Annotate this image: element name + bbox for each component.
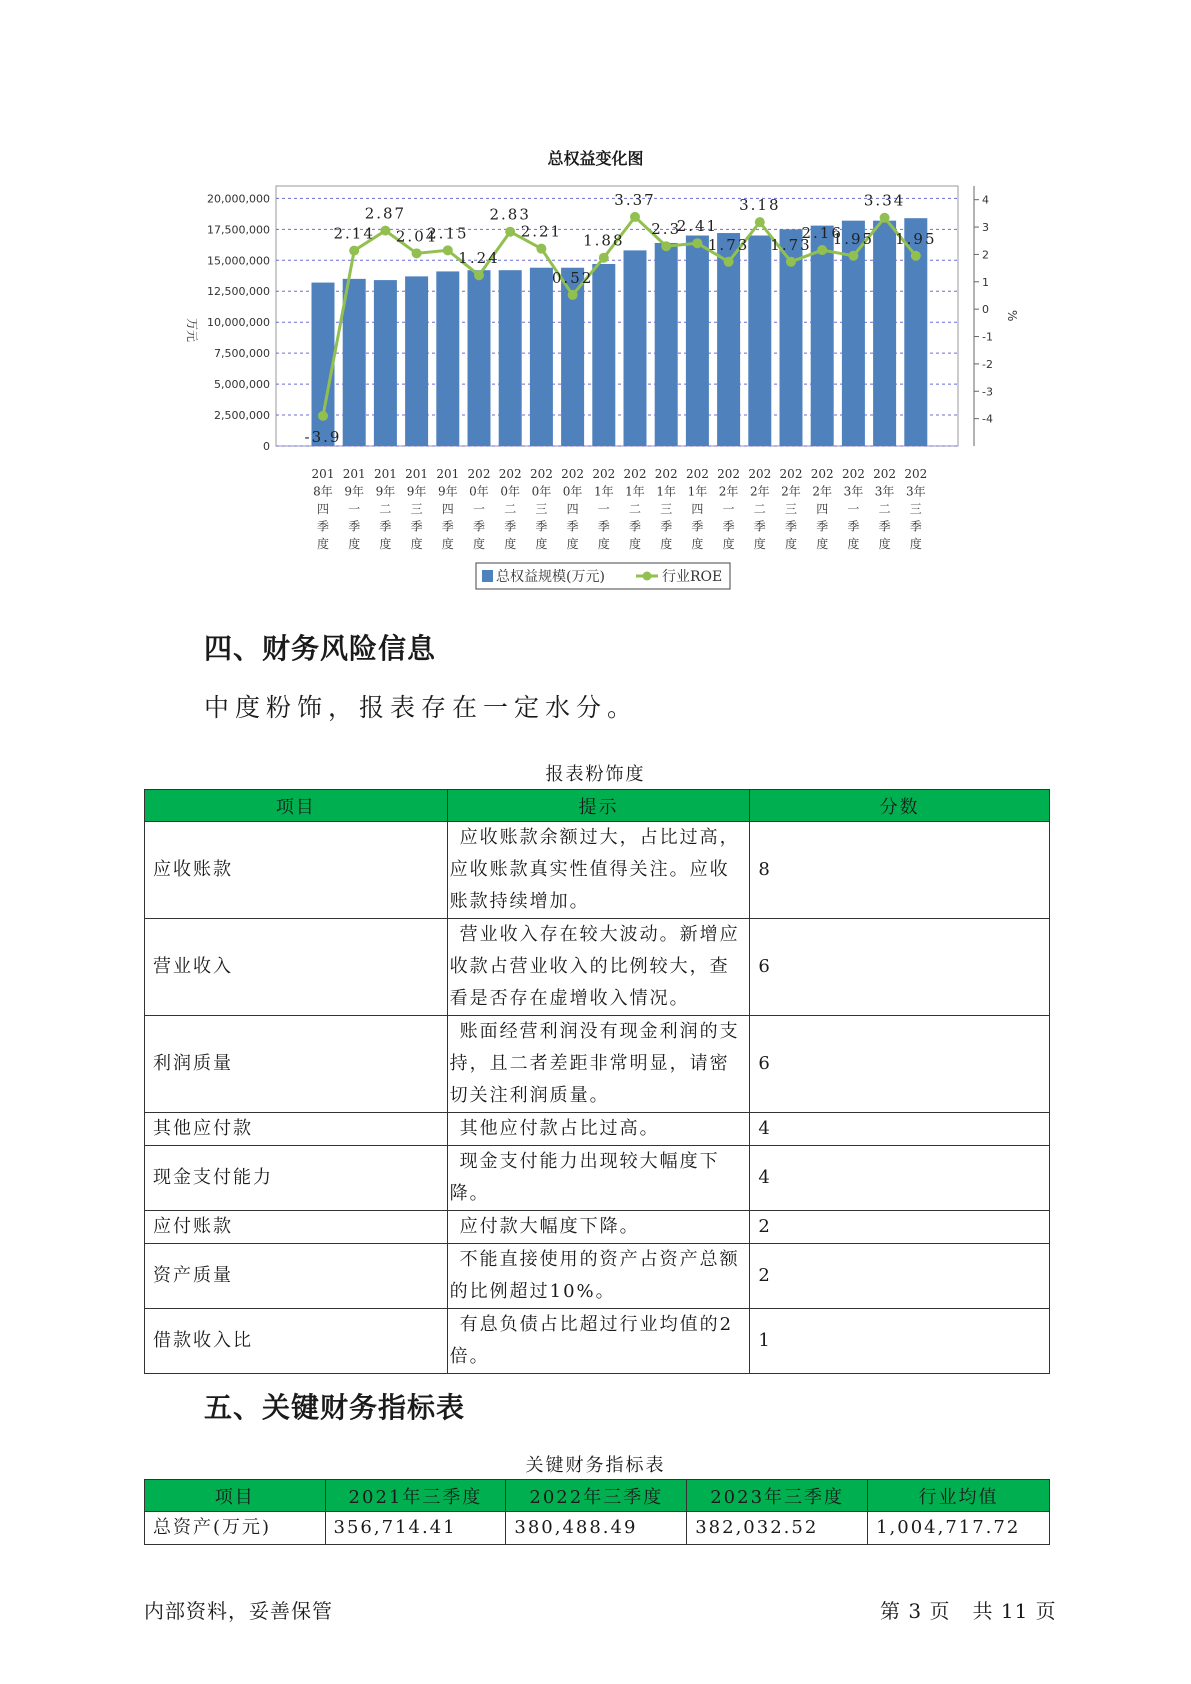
- x-tick-label: 0年: [500, 484, 521, 499]
- row-hint: 有息负债占比超过行业均值的2倍。: [447, 1309, 750, 1374]
- roe-point: [848, 251, 858, 261]
- x-tick-label: 202: [873, 467, 897, 481]
- row-score: 4: [750, 1113, 1050, 1146]
- roe-data-label: 2.83: [489, 205, 531, 224]
- x-tick-label: 季: [379, 519, 392, 534]
- x-tick-label: 二: [628, 502, 642, 516]
- row-score: 8: [750, 822, 1050, 919]
- roe-point: [630, 212, 640, 222]
- x-tick-label: 度: [628, 537, 642, 551]
- roe-data-label: 2.21: [520, 222, 563, 241]
- row-item: 资产质量: [145, 1244, 448, 1309]
- bar: [748, 236, 771, 446]
- legend-label-equity: 总权益规模(万元): [496, 569, 605, 585]
- table-row: [145, 919, 1050, 1016]
- x-tick-label: 2年: [718, 484, 739, 499]
- x-tick-label: 季: [847, 519, 860, 534]
- bar: [592, 264, 615, 446]
- table-row: [145, 1016, 1050, 1113]
- x-tick-label: 度: [566, 537, 579, 551]
- x-tick-label: 季: [722, 519, 735, 534]
- x-tick-label: 季: [316, 519, 330, 534]
- table-row: [145, 1211, 1050, 1244]
- x-tick-label: 季: [472, 519, 486, 534]
- equity-chart: [0, 0, 1191, 600]
- bar: [343, 279, 366, 446]
- x-tick-label: 二: [878, 502, 891, 516]
- roe-point: [412, 248, 422, 258]
- y-tick-label: 12,500,000: [207, 285, 270, 299]
- y-tick-label: 2,500,000: [214, 409, 270, 423]
- roe-point: [318, 411, 328, 421]
- roe-data-label: 2.14: [333, 224, 375, 243]
- roe-data-label: -3.9: [304, 427, 342, 446]
- x-tick-label: 3年: [905, 484, 926, 499]
- x-tick-label: 度: [348, 537, 361, 551]
- roe-point: [568, 290, 578, 300]
- risk-summary: 中度粉饰，报表存在一定水分。: [204, 693, 639, 722]
- x-tick-label: 202: [592, 467, 616, 481]
- bar: [686, 236, 709, 446]
- x-tick-label: 度: [691, 537, 704, 551]
- table-row: [145, 1244, 1050, 1309]
- x-tick-label: 季: [660, 519, 673, 534]
- row-value: 1,004,717.72: [868, 1512, 1050, 1545]
- x-tick-label: 202: [654, 467, 678, 481]
- roe-data-label: 2.87: [364, 204, 407, 223]
- bar: [655, 243, 678, 446]
- bar: [436, 271, 459, 446]
- row-value: 380,488.49: [506, 1512, 687, 1545]
- x-tick-label: 二: [753, 502, 766, 516]
- row-score: 2: [750, 1211, 1050, 1244]
- x-tick-label: 2年: [781, 484, 801, 499]
- y2-tick-label: 1: [982, 275, 989, 289]
- x-tick-label: 二: [504, 502, 517, 516]
- table-row: [145, 1512, 1050, 1545]
- x-tick-label: 四: [566, 502, 579, 516]
- x-tick-label: 9年: [375, 484, 396, 499]
- col-header-score: 分数: [750, 790, 1050, 822]
- row-hint: 不能直接使用的资产占资产总额的比例超过10%。: [447, 1244, 750, 1309]
- y-tick-label: 17,500,000: [207, 223, 270, 237]
- y2-tick-label: -1: [982, 330, 993, 344]
- x-tick-label: 202: [810, 467, 834, 481]
- legend-swatch-marker: [643, 572, 652, 581]
- table-row: [145, 1309, 1050, 1374]
- x-tick-label: 一: [348, 502, 361, 516]
- x-tick-label: 一: [472, 502, 486, 516]
- x-tick-label: 度: [379, 537, 392, 551]
- bar: [873, 221, 896, 446]
- row-hint: 账面经营利润没有现金利润的支持，且二者差距非常明显，请密切关注利润质量。: [447, 1016, 750, 1113]
- roe-point: [755, 217, 765, 227]
- x-tick-label: 201: [311, 467, 335, 481]
- x-tick-label: 度: [597, 537, 610, 551]
- x-tick-label: 季: [878, 519, 891, 534]
- row-hint: 营业收入存在较大波动。新增应收款占营业收入的比例较大，查看是否存在虚增收入情况。: [447, 919, 750, 1016]
- col-header-item: 项目: [145, 790, 448, 822]
- table-row: [145, 1146, 1050, 1211]
- x-tick-label: 季: [628, 519, 642, 534]
- y2-tick-label: -3: [982, 385, 993, 399]
- row-hint: 应收账款余额过大，占比过高，应收账款真实性值得关注。应收账款持续增加。: [447, 822, 750, 919]
- roe-point: [536, 244, 546, 254]
- x-tick-label: 一: [847, 502, 860, 516]
- x-tick-label: 202: [779, 467, 803, 481]
- roe-point: [724, 257, 734, 267]
- table1-caption: 报表粉饰度: [545, 764, 646, 785]
- x-tick-label: 度: [472, 537, 486, 551]
- chart-title: 总权益变化图: [547, 149, 644, 168]
- y2-axis-title: %: [1005, 310, 1019, 322]
- y-tick-label: 7,500,000: [214, 347, 270, 361]
- x-tick-label: 9年: [344, 484, 365, 499]
- roe-point: [443, 245, 453, 255]
- roe-data-label: 0.52: [551, 268, 594, 287]
- x-tick-label: 202: [841, 467, 865, 481]
- x-tick-label: 9年: [437, 484, 458, 499]
- roe-data-label: 1.24: [458, 249, 500, 268]
- x-tick-label: 202: [717, 467, 741, 481]
- roe-point: [911, 251, 921, 261]
- x-tick-label: 三: [410, 502, 423, 516]
- row-score: 4: [750, 1146, 1050, 1211]
- x-tick-label: 四: [816, 502, 829, 516]
- roe-point: [786, 257, 796, 267]
- roe-data-label: 1.95: [895, 229, 937, 248]
- legend-swatch-bar: [482, 570, 493, 582]
- x-tick-label: 202: [623, 467, 647, 481]
- bar: [312, 283, 335, 446]
- x-tick-label: 202: [904, 467, 928, 481]
- x-tick-label: 202: [498, 467, 522, 481]
- roe-data-label: 2.04: [395, 227, 438, 246]
- roe-data-label: 1.95: [832, 229, 875, 248]
- x-tick-label: 202: [561, 467, 585, 481]
- roe-data-label: 1.73: [770, 235, 812, 254]
- row-value: 356,714.41: [325, 1512, 506, 1545]
- roe-data-label: 2.16: [801, 224, 843, 243]
- roe-point: [349, 246, 359, 256]
- x-tick-label: 度: [535, 537, 548, 551]
- x-tick-label: 度: [753, 537, 766, 551]
- x-tick-label: 2年: [749, 484, 770, 499]
- x-tick-label: 0年: [531, 484, 552, 499]
- roe-point: [817, 245, 827, 255]
- roe-data-label: 2.15: [427, 224, 469, 243]
- roe-data-label: 3.34: [863, 191, 906, 210]
- row-score: 6: [750, 1016, 1050, 1113]
- bar: [374, 280, 397, 446]
- x-tick-label: 0年: [469, 484, 489, 499]
- x-tick-label: 季: [566, 519, 579, 534]
- y-tick-label: 5,000,000: [214, 378, 270, 392]
- x-tick-label: 度: [722, 537, 735, 551]
- x-tick-label: 一: [597, 502, 610, 516]
- x-tick-label: 201: [405, 467, 429, 481]
- x-tick-label: 度: [909, 537, 922, 551]
- col-header-hint: 提示: [447, 790, 750, 822]
- x-tick-label: 三: [784, 502, 798, 516]
- x-tick-label: 季: [535, 519, 548, 534]
- x-tick-label: 201: [373, 467, 397, 481]
- x-tick-label: 2年: [812, 484, 833, 499]
- footer-page-number: 第 3 页 共 11 页: [880, 1599, 1057, 1623]
- roe-data-label: 2.41: [676, 217, 719, 236]
- x-tick-label: 202: [467, 467, 491, 481]
- x-tick-label: 度: [316, 537, 330, 551]
- row-item: 利润质量: [145, 1016, 448, 1113]
- row-value: 382,032.52: [687, 1512, 868, 1545]
- roe-point: [599, 253, 609, 263]
- y2-tick-label: 4: [982, 193, 989, 207]
- legend-label-roe: 行业ROE: [662, 569, 723, 585]
- y2-tick-label: -2: [982, 357, 993, 371]
- row-item: 现金支付能力: [145, 1146, 448, 1211]
- x-tick-label: 季: [816, 519, 829, 534]
- x-tick-label: 三: [535, 502, 548, 516]
- x-tick-label: 季: [441, 519, 454, 534]
- y2-tick-label: 2: [982, 248, 989, 262]
- roe-data-label: 1.73: [707, 235, 750, 254]
- x-tick-label: 季: [410, 519, 423, 534]
- x-tick-label: 201: [436, 467, 460, 481]
- row-score: 1: [750, 1309, 1050, 1374]
- x-tick-label: 三: [909, 502, 922, 516]
- x-tick-label: 季: [597, 519, 610, 534]
- x-tick-label: 202: [685, 467, 709, 481]
- x-tick-label: 度: [878, 537, 891, 551]
- x-tick-label: 季: [753, 519, 766, 534]
- roe-point: [692, 238, 702, 248]
- x-tick-label: 1年: [625, 484, 645, 499]
- row-item: 营业收入: [145, 919, 448, 1016]
- row-score: 6: [750, 919, 1050, 1016]
- x-tick-label: 度: [660, 537, 673, 551]
- bar: [530, 268, 553, 446]
- col-header-item: 项目: [145, 1480, 326, 1512]
- x-tick-label: 季: [784, 519, 798, 534]
- row-item: 总资产(万元): [145, 1512, 326, 1545]
- x-tick-label: 一: [722, 502, 735, 516]
- bar: [405, 276, 428, 446]
- whitewash-table: [144, 789, 1050, 1374]
- y2-tick-label: 3: [982, 221, 989, 235]
- x-tick-label: 度: [847, 537, 860, 551]
- y2-tick-label: -4: [982, 412, 993, 426]
- x-tick-label: 四: [441, 502, 454, 516]
- y2-tick-label: 0: [982, 303, 989, 317]
- roe-point: [474, 270, 484, 280]
- roe-point: [505, 227, 515, 237]
- row-score: 2: [750, 1244, 1050, 1309]
- roe-data-label: 3.37: [614, 190, 656, 209]
- table-row: [145, 1113, 1050, 1146]
- x-tick-label: 度: [410, 537, 423, 551]
- x-tick-label: 季: [909, 519, 922, 534]
- roe-data-label: 2.3: [651, 220, 682, 239]
- row-item: 其他应付款: [145, 1113, 448, 1146]
- row-item: 借款收入比: [145, 1309, 448, 1374]
- x-tick-label: 202: [748, 467, 772, 481]
- y-tick-label: 10,000,000: [207, 316, 270, 330]
- roe-point: [380, 226, 390, 236]
- x-tick-label: 3年: [874, 484, 895, 499]
- roe-point: [880, 213, 890, 223]
- x-tick-label: 9年: [406, 484, 427, 499]
- x-tick-label: 201: [342, 467, 366, 481]
- col-header-industry-avg: 行业均值: [868, 1480, 1050, 1512]
- col-header-2022q3: 2022年三季度: [506, 1480, 687, 1512]
- bar: [468, 270, 491, 446]
- table-row: [145, 822, 1050, 919]
- x-tick-label: 季: [348, 519, 361, 534]
- x-tick-label: 度: [441, 537, 454, 551]
- key-indicators-table: [144, 1479, 1050, 1545]
- x-tick-label: 1年: [656, 484, 677, 499]
- x-tick-label: 度: [784, 537, 798, 551]
- x-tick-label: 季: [691, 519, 704, 534]
- y-tick-label: 20,000,000: [207, 192, 270, 206]
- table2-caption: 关键财务指标表: [525, 1455, 666, 1476]
- x-tick-label: 季: [504, 519, 517, 534]
- x-tick-label: 0年: [562, 484, 583, 499]
- section4-heading: 四、财务风险信息: [204, 632, 437, 665]
- col-header-2021q3: 2021年三季度: [325, 1480, 506, 1512]
- y-tick-label: 15,000,000: [207, 254, 270, 268]
- roe-data-label: 1.88: [583, 231, 625, 250]
- bar: [499, 270, 522, 446]
- x-tick-label: 四: [691, 502, 704, 516]
- x-tick-label: 四: [316, 502, 330, 516]
- x-tick-label: 202: [529, 467, 553, 481]
- bar: [811, 226, 834, 446]
- roe-point: [661, 241, 671, 251]
- footer-confidential: 内部资料，妥善保管: [144, 1599, 333, 1623]
- bar: [624, 250, 647, 446]
- y-axis-title: 万元: [185, 318, 199, 343]
- col-header-2023q3: 2023年三季度: [687, 1480, 868, 1512]
- row-item: 应付账款: [145, 1211, 448, 1244]
- roe-data-label: 3.18: [739, 196, 781, 215]
- x-tick-label: 1年: [687, 484, 708, 499]
- x-tick-label: 二: [379, 502, 392, 516]
- y-tick-label: 0: [263, 440, 270, 453]
- row-item: 应收账款: [145, 822, 448, 919]
- x-tick-label: 3年: [843, 484, 864, 499]
- x-tick-label: 三: [660, 502, 673, 516]
- x-tick-label: 度: [816, 537, 829, 551]
- section5-heading: 五、关键财务指标表: [204, 1391, 466, 1424]
- row-hint: 应付款大幅度下降。: [447, 1211, 750, 1244]
- x-tick-label: 度: [504, 537, 517, 551]
- row-hint: 现金支付能力出现较大幅度下降。: [447, 1146, 750, 1211]
- row-hint: 其他应付款占比过高。: [447, 1113, 750, 1146]
- x-tick-label: 1年: [593, 484, 614, 499]
- x-tick-label: 8年: [313, 484, 333, 499]
